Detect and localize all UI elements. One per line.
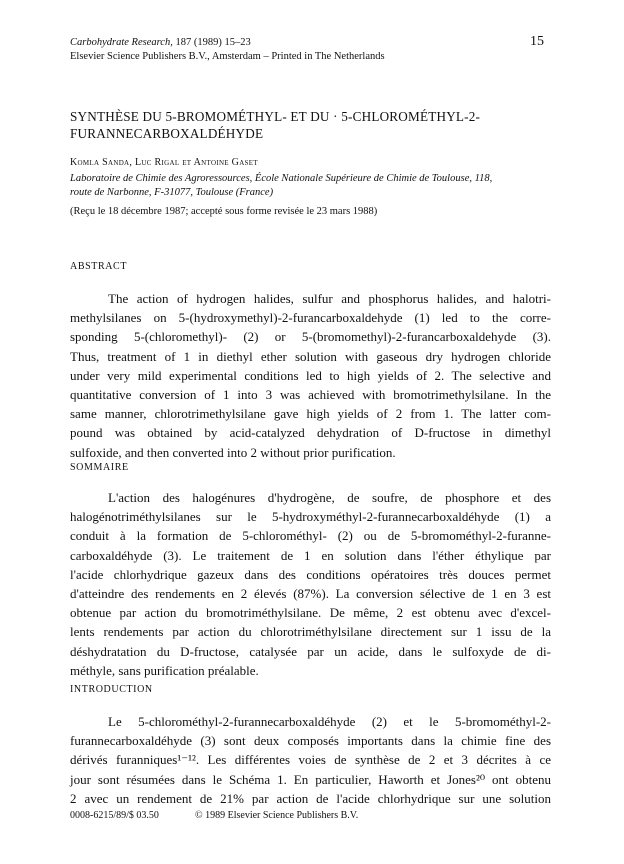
title-line: FURANNECARBOXALDÉHYDE (70, 126, 264, 141)
publisher-line: Elsevier Science Publishers B.V., Amsterdam – Printed in The Netherlands (70, 51, 385, 62)
text-line: 2 avec un rendement de 21% par action de l'acide chlorhydrique sur une solution (70, 790, 551, 806)
section-heading-introduction: INTRODUCTION (70, 684, 153, 695)
text-line: conduit à la formation de 5-chlorométhyl- (2) ou de 5-bromométhyl-2-furanne- (70, 528, 551, 544)
author-list: Komla Sanda, Luc Rigal et Antoine Gaset (70, 157, 258, 168)
text-line: carboxaldéhyde (3). Le traitement de 1 en solution dans l'éther éthylique par (70, 547, 551, 563)
text-line: jour sont résumées dans le Schéma 1. En particulier, Haworth et Jones²⁰ ont obtenu (70, 771, 551, 787)
text-line: l'acide chlorhydrique gazeux dans des conditions opératoires très douces permet (70, 566, 551, 582)
text-line: furannecarboxaldéhyde (3) sont deux composés importants dans la chimie fine des (70, 733, 551, 749)
journal-citation-line (70, 36, 385, 50)
text-line: L'action des halogénures d'hydrogène, de soufre, de phosphore et des (108, 490, 551, 505)
text-line: sulfoxide, and then converted into 2 without prior purification. (70, 444, 396, 460)
page-number: 15 (530, 34, 544, 49)
copyright-notice: © 1989 Elsevier Science Publishers B.V. (195, 810, 359, 821)
text-line: under very mild experimental conditions led to high yields of 2. The selective and (70, 367, 551, 383)
text-line: obtenue par action du bromotriméthylsilane. De même, 2 est obtenu avec d'excel- (70, 605, 551, 621)
text-line: quantitative conversion of 1 into 3 was achieved with bromotrimethylsilane. In the (70, 386, 551, 402)
text-line: pound was obtained by acid-catalyzed dehydration of D-fructose in dimethyl (70, 425, 551, 441)
issn-code: 0008-6215/89/$ 03.50 (70, 810, 159, 821)
section-heading-abstract: ABSTRACT (70, 261, 128, 272)
journal-volume: 187 (1989) 15–23 (175, 37, 251, 48)
abstract-paragraph (70, 289, 551, 462)
introduction-paragraph (70, 712, 551, 808)
title-line: SYNTHÈSE DU 5-BROMOMÉTHYL- ET DU · 5-CHLOROMÉTHYL-2- (70, 109, 481, 124)
affiliation-line: route de Narbonne, F-31077, Toulouse (France) (70, 187, 274, 198)
text-line: déshydratation du D-fructose, catalysée par un acide, dans le sulfoxyde de di- (70, 643, 551, 659)
text-line: The action of hydrogen halides, sulfur and phosphorus halides, and halotri- (108, 291, 551, 306)
article-title (70, 108, 570, 142)
text-line: sponding 5-(chloromethyl)- (2) or 5-(bromomethyl)-2-furancarboxaldehyde (3). (70, 329, 551, 345)
received-dates: (Reçu le 18 décembre 1987; accepté sous forme revisée le 23 mars 1988) (70, 206, 378, 217)
text-line: d'atteindre des rendements en 2 élevés (87%). La conversion sélective de 1 en 3 est (70, 585, 551, 601)
sommaire-paragraph (70, 488, 551, 680)
affiliation (70, 172, 560, 200)
section-heading-sommaire: SOMMAIRE (70, 462, 129, 473)
text-line: lents rendements par action du chlorotriméthylsilane directement sur 1 issu de la (70, 624, 551, 640)
text-line: Thus, treatment of 1 in diethyl ether solution with gaseous dry hydrogen chloride (70, 348, 551, 364)
text-line: same manner, chlorotrimethylsilane gave high yields of 2 from 1. The latter com- (70, 406, 551, 422)
page-footer (70, 810, 551, 821)
journal-header (70, 36, 385, 64)
text-line: méthyle, sans purification préalable. (70, 662, 259, 678)
text-line: Le 5-chlorométhyl-2-furannecarboxaldéhyde (2) et le 5-bromométhyl-2- (108, 714, 551, 729)
text-line: halogénotriméthylsilanes sur le 5-hydroxyméthyl-2-furannecarboxaldéhyde (1) a (70, 509, 551, 525)
journal-name: Carbohydrate Research, (70, 37, 173, 48)
text-line: dérivés furanniques¹⁻¹². Les différentes voies de synthèse de 2 et 3 décrites à ce (70, 752, 551, 768)
affiliation-line: Laboratoire de Chimie des Agroressources, École Nationale Supérieure de Chimie de Toulouse, 118, (70, 173, 493, 184)
text-line: methylsilanes on 5-(hydroxymethyl)-2-furancarboxaldehyde (1) led to the corre- (70, 310, 551, 326)
